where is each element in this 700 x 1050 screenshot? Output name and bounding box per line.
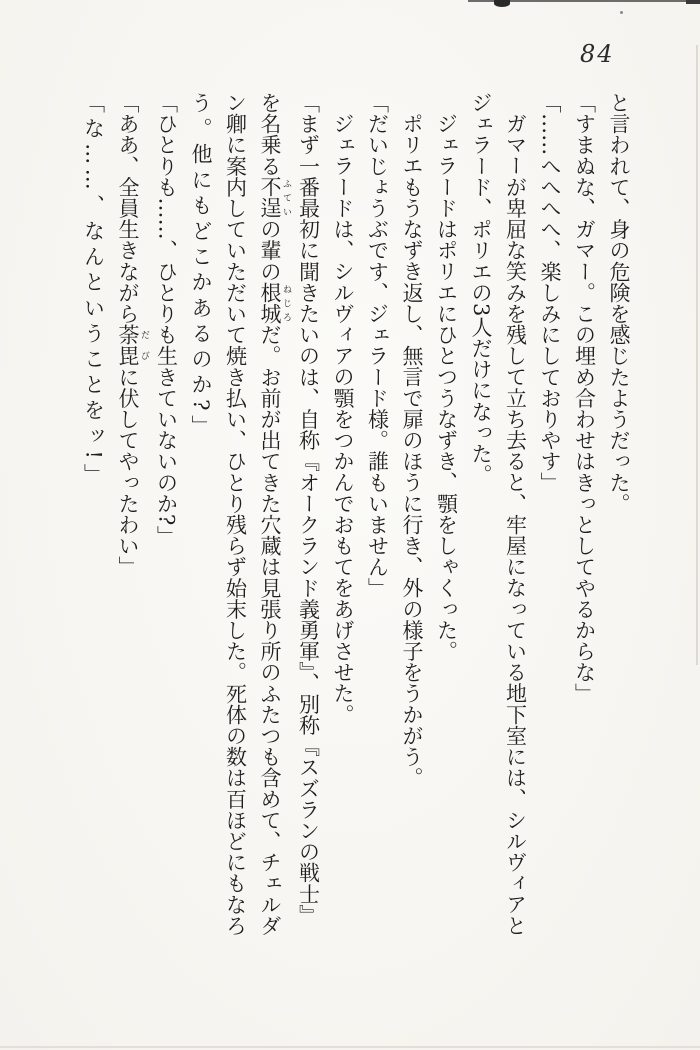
- scan-edge-top-right-mark: [686, 0, 700, 4]
- text-line: 「……へへへへ、楽しみにしておりやす」: [538, 92, 562, 493]
- text-line: ポリエもうなずき返し、無言で扉のほうに行き、外の様子をうかがう。: [400, 113, 424, 789]
- text-line: ジェラードはポリエにひとつうなずき、顎をしゃくった。: [434, 113, 459, 662]
- text-line: ジェラードは、シルヴィアの顎をつかんでおもてをあげさせた。: [331, 113, 355, 725]
- text-line: 「だいじょうぶです、ジェラード様。誰もいません」: [365, 92, 390, 599]
- ruby-annotated-text: 不逞 ふてい: [258, 176, 291, 219]
- text-line: 「ああ、全員生きながら荼毘 だびに伏してやったわい」: [116, 92, 149, 578]
- ruby-annotated-text: 荼毘 だび: [116, 324, 149, 367]
- text-line: 「まず一番最初に聞きたいのは、自称『オークランド義勇軍』、別称『スズランの戦士』: [296, 92, 321, 926]
- scan-edge-right-line: [696, 45, 698, 665]
- ruby-annotated-text: 根城 ねじろ: [258, 281, 291, 325]
- text-line: ガマーが卑屈な笑みを残して立ち去ると、牢屋になっている地下室には、シルヴィアと: [503, 113, 528, 936]
- text-line: 「な……、なんということをッ!」: [81, 92, 106, 490]
- scan-edge-bottom-line: [0, 1046, 700, 1048]
- text-line: ン卿に案内していただいて焼き払い、ひとり残らず始末した。死体の数は百ほどにもなろ: [223, 92, 248, 936]
- furigana: ねじろ: [281, 281, 291, 325]
- text-block: [76, 92, 636, 940]
- text-line: と言われて、身の危険を感じたようだった。: [607, 92, 631, 514]
- page-number: 84: [580, 40, 615, 68]
- text-line: を名乗る不逞 ふていの輩の根城 ねじろだ。お前が出てきた穴蔵は見張り所のふたつも含めて、チェルダ: [258, 92, 291, 937]
- text-line: う。他にもどこかあるのか?」: [189, 92, 213, 441]
- text-line: 「すまぬな、ガマー。この埋め合わせはきっとしてやるからな」: [572, 92, 597, 704]
- furigana: だび: [139, 324, 149, 367]
- scan-edge-top-blob: [494, 0, 510, 7]
- text-line: 「ひとりも……、ひとりも生きていないのか?」: [154, 92, 179, 547]
- furigana: ふてい: [281, 176, 291, 219]
- text-line: ジェラード、ポリエの3人だけになった。: [469, 92, 493, 486]
- scan-speck: [620, 11, 623, 14]
